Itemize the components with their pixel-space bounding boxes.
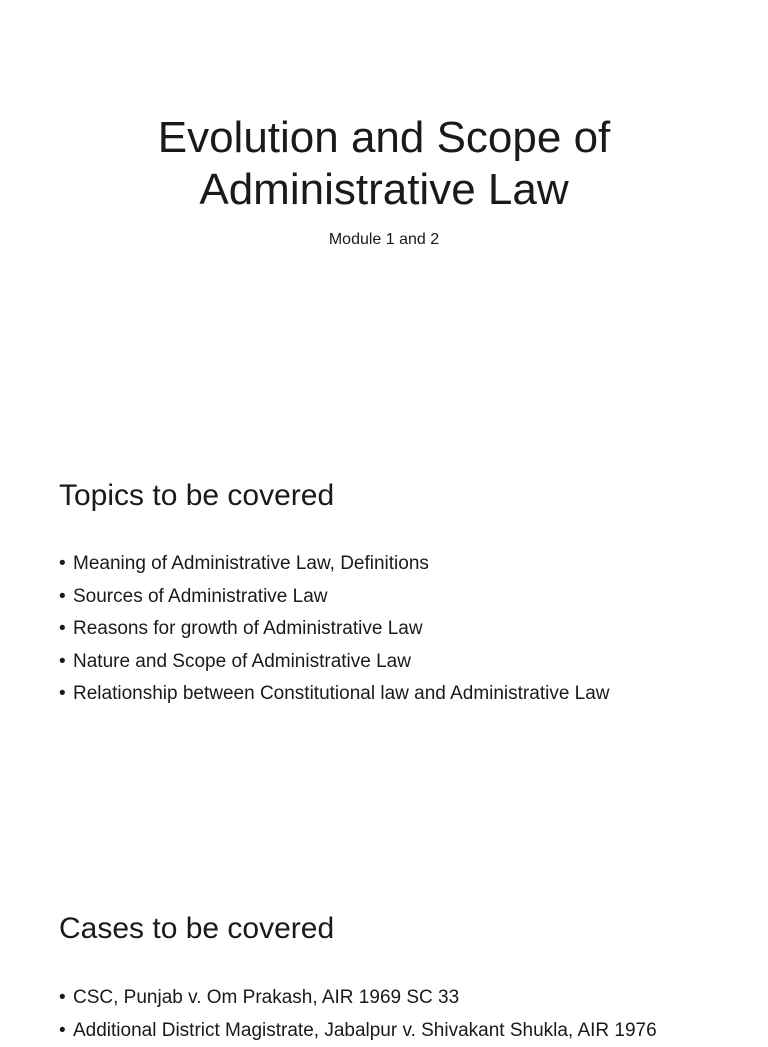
bullet-icon: •: [59, 678, 66, 711]
bullet-icon: •: [59, 613, 66, 646]
list-item: [59, 613, 610, 646]
slide-title-line-1: Evolution and Scope of: [158, 113, 611, 162]
cases-heading: Cases to be covered: [59, 911, 334, 947]
list-item-text: Meaning of Administrative Law, Definitions: [73, 553, 429, 574]
list-item: [59, 548, 610, 581]
list-item-text: CSC, Punjab v. Om Prakash, AIR 1969 SC 33: [73, 987, 459, 1008]
topics-slide: [0, 432, 768, 864]
bullet-icon: •: [59, 581, 66, 614]
list-item-text: Nature and Scope of Administrative Law: [73, 651, 411, 672]
list-item: [59, 678, 610, 711]
cases-slide: [0, 864, 768, 1024]
list-item-text: Sources of Administrative Law: [73, 586, 328, 607]
bullet-icon: •: [59, 1015, 66, 1047]
list-item-text: Reasons for growth of Administrative Law: [73, 618, 423, 639]
topics-list: [59, 548, 610, 711]
topics-heading: Topics to be covered: [59, 478, 334, 514]
slide-title: [0, 112, 768, 216]
slide-subtitle: Module 1 and 2: [0, 229, 768, 251]
list-item: [59, 646, 610, 679]
title-slide: [0, 0, 768, 432]
list-item: [59, 581, 610, 614]
list-item-text: Relationship between Constitutional law and Administrative Law: [73, 683, 610, 704]
bullet-icon: •: [59, 548, 66, 581]
list-item-text: Additional District Magistrate, Jabalpur v. Shivakant Shukla, AIR 1976: [73, 1020, 657, 1041]
bullet-icon: •: [59, 982, 66, 1015]
slide-title-line-2: Administrative Law: [199, 165, 568, 214]
list-item: [59, 1015, 657, 1047]
bullet-icon: •: [59, 646, 66, 679]
list-item: [59, 982, 657, 1015]
cases-list: [59, 982, 657, 1047]
